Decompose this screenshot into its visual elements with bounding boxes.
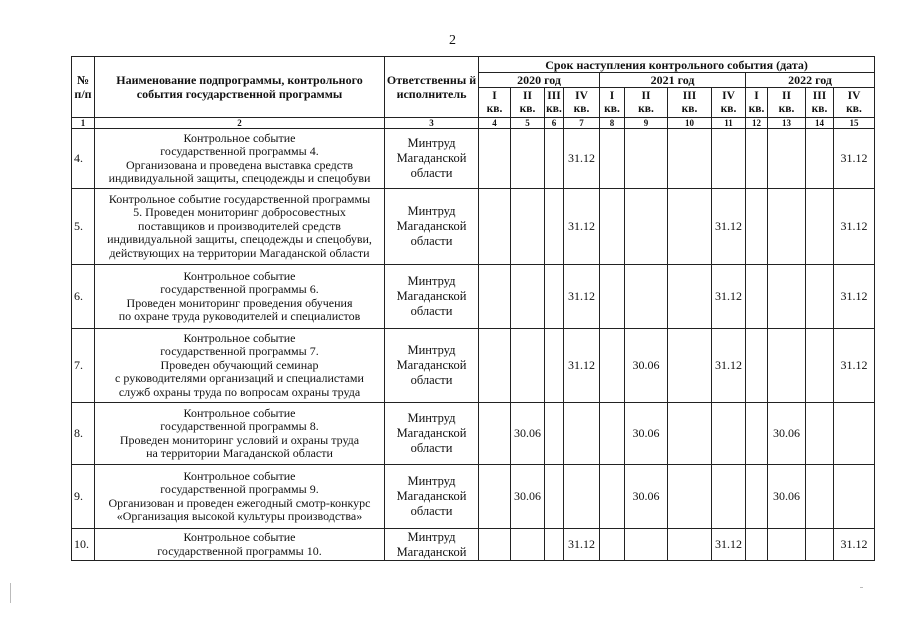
event-name — [95, 329, 385, 403]
quarter-date-cell — [806, 189, 834, 265]
quarter-header: I кв. — [479, 88, 511, 118]
responsible-line: Магаданской — [396, 358, 467, 372]
responsible-line: Магаданской — [396, 544, 467, 559]
quarter-date-cell: 31.12 — [834, 529, 875, 561]
quarter-date-cell: 31.12 — [834, 329, 875, 403]
quarter-date-cell — [600, 329, 625, 403]
quarter-date-cell: 31.12 — [712, 529, 746, 561]
quarter-date-cell — [479, 403, 511, 465]
event-name-line: на территории Магаданской области — [146, 446, 333, 460]
quarter-date-cell — [600, 265, 625, 329]
table-row — [72, 529, 875, 561]
quarter-date-cell — [545, 189, 564, 265]
quarter-date-cell — [746, 403, 768, 465]
page-number: 2 — [449, 33, 456, 48]
quarter-date-cell: 30.06 — [625, 329, 668, 403]
quarter-header: III кв. — [668, 88, 712, 118]
responsible-line: Минтруд — [407, 474, 456, 488]
column-index-cell: 10 — [668, 118, 712, 129]
quarter-date-cell: 31.12 — [564, 529, 600, 561]
responsible-line: Минтруд — [407, 274, 456, 288]
quarter-date-cell — [600, 529, 625, 561]
quarter-date-cell — [768, 189, 806, 265]
quarter-date-cell — [479, 529, 511, 561]
responsible-executor — [385, 403, 479, 465]
quarter-date-cell: 31.12 — [712, 189, 746, 265]
column-index-cell: 7 — [564, 118, 600, 129]
quarter-date-cell — [668, 189, 712, 265]
responsible-line: Минтруд — [407, 136, 456, 150]
quarter-date-cell — [479, 129, 511, 189]
event-name-line: индивидуальной защиты, спецодежды и спецобуви, — [107, 232, 372, 247]
quarter-date-cell — [545, 465, 564, 529]
event-name-line: Контрольное событие — [183, 530, 296, 544]
quarter-header: IV кв. — [712, 88, 746, 118]
quarter-date-cell: 30.06 — [511, 465, 545, 529]
quarter-date-cell — [712, 465, 746, 529]
quarter-date-cell — [806, 465, 834, 529]
quarter-date-cell — [479, 265, 511, 329]
quarter-date-cell — [806, 329, 834, 403]
responsible-executor — [385, 329, 479, 403]
event-name-line: Контрольное событие государственной программы — [108, 191, 371, 206]
event-name-line: Контрольное событие — [183, 405, 296, 420]
column-index-cell: 9 — [625, 118, 668, 129]
quarter-header: II кв. — [625, 88, 668, 118]
responsible-executor — [385, 529, 479, 561]
table-row — [72, 465, 875, 529]
quarter-date-cell — [668, 129, 712, 189]
quarter-header: III кв. — [806, 88, 834, 118]
column-index-cell: 2 — [95, 118, 385, 129]
quarter-date-cell: 30.06 — [511, 403, 545, 465]
event-name-line: поставщиков и производителей средств — [138, 218, 341, 233]
event-name-line: государственной программы 7. — [160, 344, 319, 359]
event-name-line: Проведен мониторинг проведения обучения — [126, 295, 353, 310]
quarter-header: III кв. — [545, 88, 564, 118]
quarter-date-cell: 31.12 — [712, 329, 746, 403]
header-row-1 — [72, 57, 875, 73]
column-index-cell: 15 — [834, 118, 875, 129]
table-row — [72, 403, 875, 465]
responsible-line: Магаданской — [396, 289, 467, 303]
quarter-date-cell — [668, 403, 712, 465]
event-name-line: государственной программы 4. — [160, 144, 319, 158]
responsible-line: области — [410, 304, 453, 318]
col-resp-header: Ответственны й исполнитель — [385, 57, 479, 118]
quarter-header: IV кв. — [834, 88, 875, 118]
quarter-date-cell — [545, 329, 564, 403]
column-index-cell: 1 — [72, 118, 95, 129]
responsible-line: области — [410, 441, 453, 455]
quarter-date-cell — [668, 329, 712, 403]
event-name-line: с руководителями организаций и специалистами — [115, 371, 364, 386]
responsible-line: Магаданской — [396, 219, 467, 233]
quarter-date-cell — [806, 403, 834, 465]
column-index-cell: 11 — [712, 118, 746, 129]
responsible-line: области — [410, 166, 453, 180]
col-num-header: № п/п — [72, 57, 95, 118]
event-name — [95, 403, 385, 465]
row-number: 6. — [72, 265, 95, 329]
column-index-cell: 6 — [545, 118, 564, 129]
quarter-date-cell — [511, 265, 545, 329]
event-name-line: служб охраны труда по вопросам охраны труда — [118, 384, 361, 399]
event-name — [95, 465, 385, 529]
quarter-date-cell — [768, 129, 806, 189]
column-index-cell: 8 — [600, 118, 625, 129]
quarter-date-cell: 31.12 — [564, 189, 600, 265]
event-name — [95, 529, 385, 561]
quarter-date-cell — [806, 529, 834, 561]
responsible-executor — [385, 129, 479, 189]
quarter-date-cell — [625, 265, 668, 329]
event-name-line: индивидуальной защиты, спецодежды и спецобуви — [108, 171, 371, 185]
responsible-line: Минтруд — [407, 411, 456, 425]
table-row — [72, 189, 875, 265]
quarter-date-cell — [834, 465, 875, 529]
year-2022-header: 2022 год — [746, 73, 875, 88]
header-row-index — [72, 118, 875, 129]
control-events-table — [71, 56, 875, 561]
quarter-date-cell — [768, 265, 806, 329]
quarter-date-cell — [746, 529, 768, 561]
quarter-date-cell: 30.06 — [768, 403, 806, 465]
scan-mark — [860, 587, 863, 588]
quarter-date-cell: 31.12 — [564, 329, 600, 403]
quarter-date-cell — [600, 403, 625, 465]
quarter-date-cell: 31.12 — [564, 129, 600, 189]
quarter-date-cell — [511, 129, 545, 189]
quarter-date-cell — [600, 129, 625, 189]
col-name-header: Наименование подпрограммы, контрольного события государственной программы — [95, 57, 385, 118]
quarter-date-cell — [834, 403, 875, 465]
event-name-line: по охране труда руководителей и специалистов — [118, 309, 361, 323]
row-number: 9. — [72, 465, 95, 529]
quarter-date-cell — [545, 403, 564, 465]
responsible-line: Минтруд — [407, 204, 456, 218]
quarter-date-cell — [746, 189, 768, 265]
row-number: 5. — [72, 189, 95, 265]
quarter-date-cell — [806, 129, 834, 189]
quarter-date-cell — [768, 529, 806, 561]
row-number: 4. — [72, 129, 95, 189]
table-row — [72, 265, 875, 329]
event-name-line: Проведен обучающий семинар — [160, 357, 319, 372]
quarter-date-cell: 31.12 — [834, 189, 875, 265]
responsible-line: Минтруд — [407, 529, 456, 544]
quarter-date-cell: 30.06 — [625, 403, 668, 465]
column-index-cell: 12 — [746, 118, 768, 129]
event-name-line: Контрольное событие — [183, 268, 296, 283]
quarter-date-cell: 31.12 — [712, 265, 746, 329]
quarter-date-cell — [545, 129, 564, 189]
quarter-date-cell: 31.12 — [564, 265, 600, 329]
quarter-date-cell — [564, 465, 600, 529]
event-name-line: Проведен мониторинг условий и охраны труда — [119, 432, 360, 447]
column-index-cell: 14 — [806, 118, 834, 129]
quarter-date-cell — [600, 465, 625, 529]
quarter-header: II кв. — [511, 88, 545, 118]
column-index-cell: 4 — [479, 118, 511, 129]
quarter-date-cell — [768, 329, 806, 403]
event-name-line: государственной программы 9. — [160, 482, 319, 496]
event-name-line: Контрольное событие — [183, 468, 296, 483]
event-name-line: Контрольное событие — [183, 130, 296, 145]
quarter-date-cell — [712, 129, 746, 189]
quarter-date-cell: 30.06 — [625, 465, 668, 529]
responsible-line: Магаданской — [396, 426, 467, 440]
quarter-date-cell — [479, 189, 511, 265]
event-name-line: государственной программы 10. — [157, 543, 322, 558]
responsible-line: Магаданской — [396, 151, 467, 165]
table-row — [72, 129, 875, 189]
quarter-date-cell — [625, 189, 668, 265]
quarter-date-cell — [511, 329, 545, 403]
year-2021-header: 2021 год — [600, 73, 746, 88]
quarter-date-cell — [545, 529, 564, 561]
quarter-date-cell — [746, 129, 768, 189]
quarter-date-cell — [746, 265, 768, 329]
column-index-cell: 5 — [511, 118, 545, 129]
event-name — [95, 189, 385, 265]
quarter-date-cell: 31.12 — [834, 265, 875, 329]
quarter-date-cell — [806, 265, 834, 329]
responsible-executor — [385, 189, 479, 265]
quarter-header: II кв. — [768, 88, 806, 118]
quarter-date-cell — [746, 329, 768, 403]
event-name-line: «Организация высокой культуры производства» — [116, 509, 363, 523]
col-term-header: Срок наступления контрольного события (дата) — [479, 57, 875, 73]
quarter-date-cell — [600, 189, 625, 265]
quarter-header: I кв. — [600, 88, 625, 118]
quarter-date-cell — [668, 529, 712, 561]
quarter-date-cell — [625, 529, 668, 561]
row-number: 7. — [72, 329, 95, 403]
quarter-date-cell — [746, 465, 768, 529]
quarter-header: IV кв. — [564, 88, 600, 118]
scan-mark — [10, 583, 11, 603]
quarter-date-cell: 30.06 — [768, 465, 806, 529]
quarter-date-cell — [564, 403, 600, 465]
quarter-header: I кв. — [746, 88, 768, 118]
event-name-line: Контрольное событие — [183, 330, 296, 345]
quarter-date-cell — [479, 329, 511, 403]
column-index-cell: 13 — [768, 118, 806, 129]
event-name — [95, 265, 385, 329]
responsible-line: области — [410, 373, 453, 387]
event-name-line: государственной программы 8. — [160, 419, 319, 433]
quarter-date-cell — [668, 465, 712, 529]
quarter-date-cell — [625, 129, 668, 189]
event-name — [95, 129, 385, 189]
responsible-line: Магаданской — [396, 489, 467, 503]
event-name-line: 5. Проведен мониторинг добросовестных — [133, 205, 346, 220]
quarter-date-cell — [479, 465, 511, 529]
quarter-date-cell — [545, 265, 564, 329]
quarter-date-cell: 31.12 — [834, 129, 875, 189]
quarter-date-cell — [668, 265, 712, 329]
responsible-executor — [385, 265, 479, 329]
responsible-line: Минтруд — [407, 343, 456, 357]
row-number: 10. — [72, 529, 95, 561]
event-name-line: Организована и проведена выставка средств — [125, 157, 354, 172]
column-index-cell: 3 — [385, 118, 479, 129]
table-row — [72, 329, 875, 403]
responsible-line: области — [410, 234, 453, 248]
event-name-line: государственной программы 6. — [160, 282, 319, 296]
event-name-line: Организован и проведен ежегодный смотр-конкурс — [108, 495, 371, 510]
quarter-date-cell — [511, 189, 545, 265]
quarter-date-cell — [712, 403, 746, 465]
quarter-date-cell — [511, 529, 545, 561]
year-2020-header: 2020 год — [479, 73, 600, 88]
event-name-line: действующих на территории Магаданской области — [109, 245, 370, 260]
row-number: 8. — [72, 403, 95, 465]
responsible-executor — [385, 465, 479, 529]
responsible-line: области — [410, 504, 453, 518]
